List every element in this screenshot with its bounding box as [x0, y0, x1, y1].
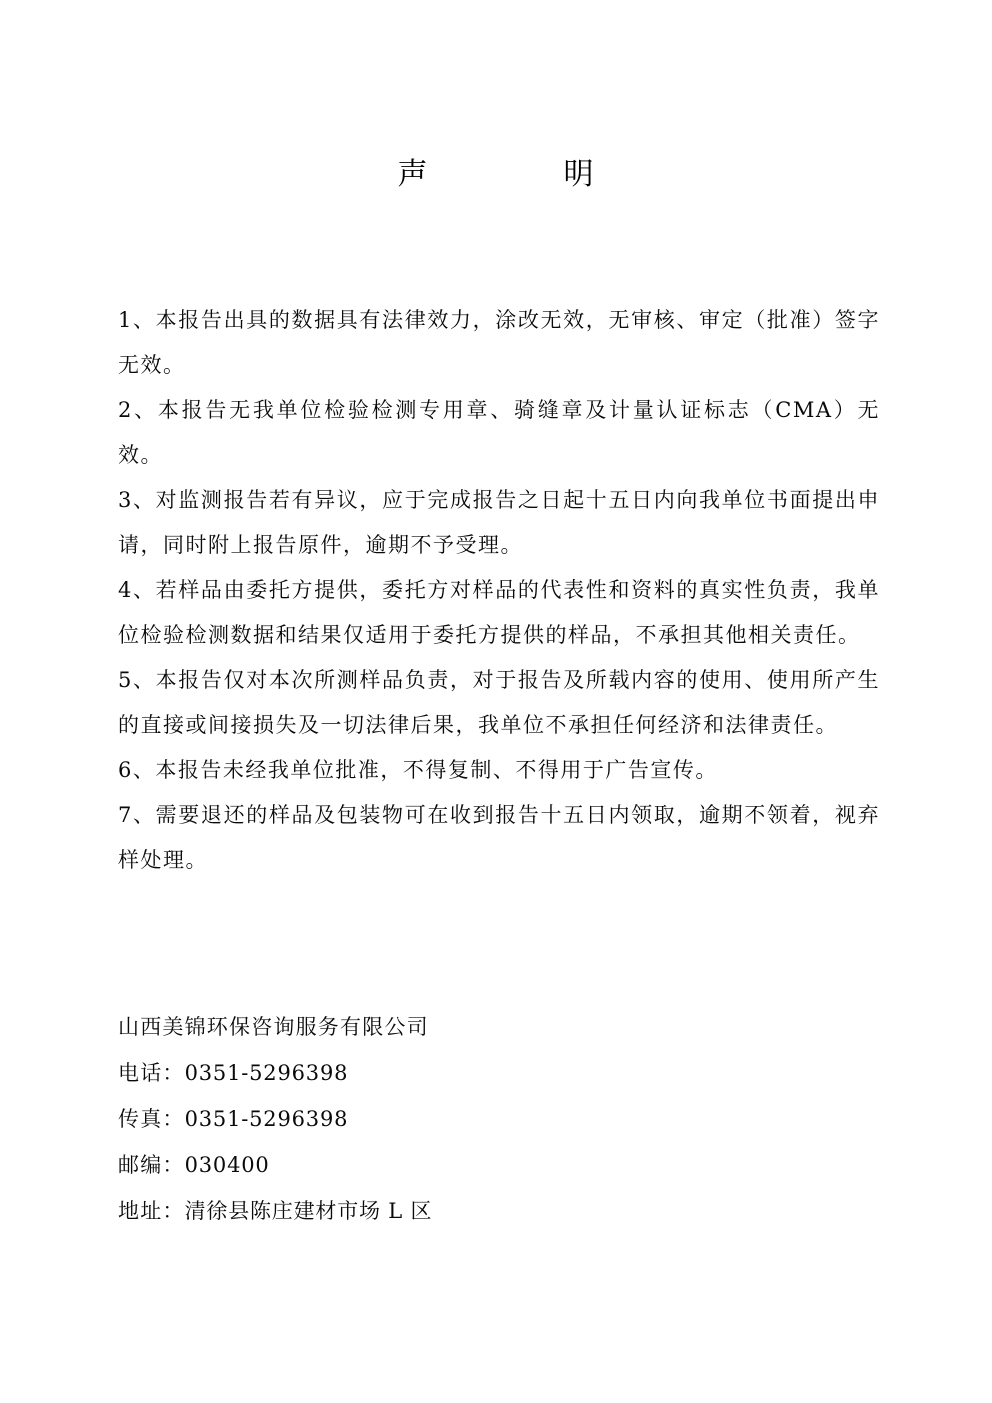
company-info-block [118, 1004, 880, 1234]
fax-value: 0351-5296398 [184, 1107, 349, 1131]
company-name: 山西美锦环保咨询服务有限公司 [118, 1015, 429, 1039]
clause-list [118, 298, 880, 883]
postcode-label: 邮编： [118, 1153, 185, 1177]
clause-5: 5、本报告仅对本次所测样品负责，对于报告及所载内容的使用、使用所产生的直接或间接损失及一切法律后果，我单位不承担任何经济和法律责任。 [118, 668, 880, 737]
contact-address [118, 1188, 880, 1234]
clause-2: 2、本报告无我单位检验检测专用章、骑缝章及计量认证标志（CMA）无效。 [118, 398, 880, 467]
page-title [0, 156, 992, 194]
clause-3: 3、对监测报告若有异议，应于完成报告之日起十五日内向我单位书面提出申请，同时附上报告原件，逾期不予受理。 [118, 488, 880, 557]
contact-phone [118, 1050, 880, 1096]
phone-value: 0351-5296398 [184, 1061, 349, 1085]
fax-label: 传真： [118, 1107, 185, 1131]
phone-label: 电话： [118, 1061, 185, 1085]
clause-6: 6、本报告未经我单位批准，不得复制、不得用于广告宣传。 [118, 758, 718, 782]
contact-fax [118, 1096, 880, 1142]
title-char-right: 明 [563, 157, 595, 192]
clause-1: 1、本报告出具的数据具有法律效力，涂改无效，无审核、审定（批准）签字无效。 [118, 308, 880, 377]
address-label: 地址： [118, 1199, 185, 1223]
clause-7: 7、需要退还的样品及包装物可在收到报告十五日内领取，逾期不领着，视弃样处理。 [118, 803, 880, 872]
clause-4: 4、若样品由委托方提供，委托方对样品的代表性和资料的真实性负责，我单位检验检测数据和结果仅适用于委托方提供的样品，不承担其他相关责任。 [118, 578, 880, 647]
address-value: 清徐县陈庄建材市场 L 区 [184, 1199, 433, 1223]
postcode-value: 030400 [184, 1153, 270, 1177]
contact-postcode [118, 1142, 880, 1188]
title-char-left: 声 [397, 157, 429, 192]
